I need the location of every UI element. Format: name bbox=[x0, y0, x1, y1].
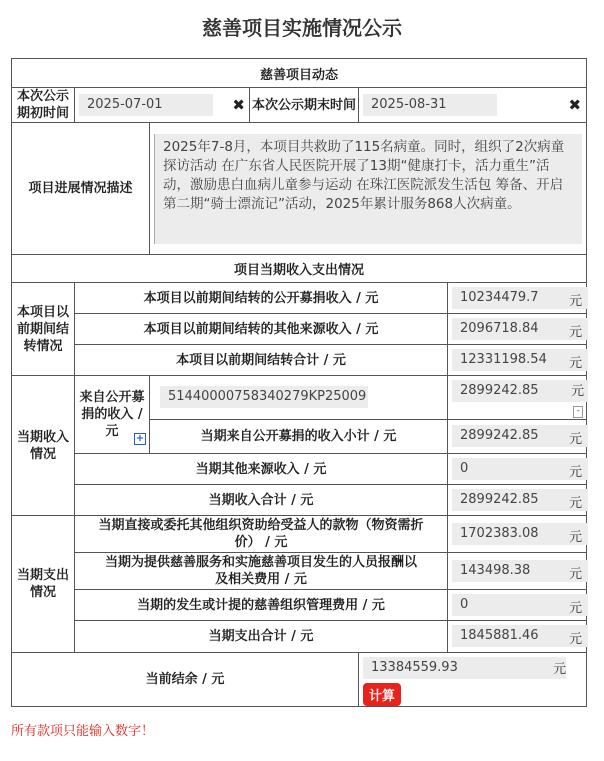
balance-label: 当前结余 / 元 bbox=[12, 653, 359, 707]
carryover-total-input[interactable]: 12331198.54 bbox=[452, 349, 588, 371]
carryover-total-label: 本项目以前期间结转合计 / 元 bbox=[75, 345, 448, 376]
unit-label: 元 bbox=[569, 496, 583, 511]
period-start-label: 本次公示期初时间 bbox=[12, 88, 75, 123]
unit-label: 元 bbox=[569, 567, 583, 582]
unit-label: 元 bbox=[569, 632, 583, 647]
unit-label: 元 bbox=[569, 465, 583, 480]
section-dynamic-header: 慈善项目动态 bbox=[12, 59, 587, 88]
clear-start-icon[interactable]: ✖ bbox=[232, 96, 245, 114]
unit-label: 元 bbox=[569, 356, 583, 371]
carryover-public-label: 本项目以前期间结转的公开募捐收入 / 元 bbox=[75, 283, 448, 314]
income-total-input[interactable]: 2899242.85 bbox=[452, 489, 588, 511]
calculate-button[interactable]: 计算 bbox=[363, 683, 401, 706]
clear-end-icon[interactable]: ✖ bbox=[568, 96, 582, 114]
expense-staff-label: 当期为提供慈善服务和实施慈善项目发生的人员报酬以及相关费用 / 元 bbox=[75, 553, 448, 590]
period-end-label: 本次公示期末时间 bbox=[250, 88, 359, 123]
period-start-input[interactable]: 2025-07-01 bbox=[79, 94, 213, 116]
expense-total-input[interactable]: 1845881.46 bbox=[452, 625, 588, 647]
income-subtotal-label: 当期来自公开募捐的收入小计 / 元 bbox=[150, 420, 448, 454]
disclosure-table bbox=[11, 58, 587, 707]
unit-label: 元 bbox=[569, 601, 583, 616]
balance-input[interactable]: 13384559.93 bbox=[363, 657, 566, 679]
expense-admin-input[interactable]: 0 bbox=[452, 594, 588, 616]
expense-group-label: 当期支出情况 bbox=[12, 516, 75, 653]
record-id-input[interactable]: 51440000758340279KP25009 bbox=[160, 386, 368, 408]
income-group-label: 当期收入情况 bbox=[12, 376, 75, 516]
expense-direct-label: 当期直接或委托其他组织资助给受益人的款物（物资需折价） / 元 bbox=[75, 516, 448, 553]
carryover-other-label: 本项目以前期间结转的其他来源收入 / 元 bbox=[75, 314, 448, 345]
period-end-input[interactable]: 2025-08-31 bbox=[363, 94, 497, 116]
income-public-label: 来自公开募捐的收入 / 元 bbox=[79, 390, 145, 439]
carryover-other-input[interactable]: 2096718.84 bbox=[452, 318, 588, 340]
section-finance-header: 项目当期收入支出情况 bbox=[12, 255, 587, 283]
expense-direct-input[interactable]: 1702383.08 bbox=[452, 523, 588, 545]
unit-label: 元 bbox=[553, 662, 567, 677]
unit-label: 元 bbox=[569, 530, 583, 545]
income-subtotal-input[interactable]: 2899242.85 bbox=[452, 425, 588, 447]
income-other-label: 当期其他来源收入 / 元 bbox=[75, 454, 448, 485]
progress-label: 项目进展情况描述 bbox=[12, 123, 150, 255]
expense-total-label: 当期支出合计 / 元 bbox=[75, 621, 448, 653]
unit-label: 元 bbox=[569, 294, 583, 309]
remove-row-icon[interactable]: - bbox=[573, 406, 583, 418]
add-row-icon[interactable]: + bbox=[135, 433, 145, 444]
expense-admin-label: 当期的发生或计提的慈善组织管理费用 / 元 bbox=[75, 590, 448, 621]
progress-textarea[interactable]: 2025年7-8月，本项目共救助了115名病童。同时，组织了2次病童探访活动 在广东省人民医院开展了13期“健康打卡，活力重生”活动，激励患白血病儿童参与运动 在珠江医院派发生活包 筹备、开启第二期“骑士漂流记”活动，2025年累计服务868人次病童。 bbox=[154, 134, 582, 244]
income-total-label: 当期收入合计 / 元 bbox=[75, 485, 448, 516]
carryover-group-label: 本项目以前期间结转情况 bbox=[12, 283, 75, 376]
unit-label: 元 bbox=[569, 325, 583, 340]
page-title: 慈善项目实施情况公示 bbox=[202, 16, 402, 40]
unit-label: 元 bbox=[571, 384, 585, 399]
carryover-public-input[interactable]: 10234479.7 bbox=[452, 287, 588, 309]
numeric-only-notice: 所有款项只能输入数字！ bbox=[11, 724, 155, 739]
record-amount-input[interactable]: 2899242.85 bbox=[452, 380, 588, 402]
unit-label: 元 bbox=[569, 432, 583, 447]
expense-staff-input[interactable]: 143498.38 bbox=[452, 560, 588, 582]
income-other-input[interactable]: 0 bbox=[452, 458, 588, 480]
